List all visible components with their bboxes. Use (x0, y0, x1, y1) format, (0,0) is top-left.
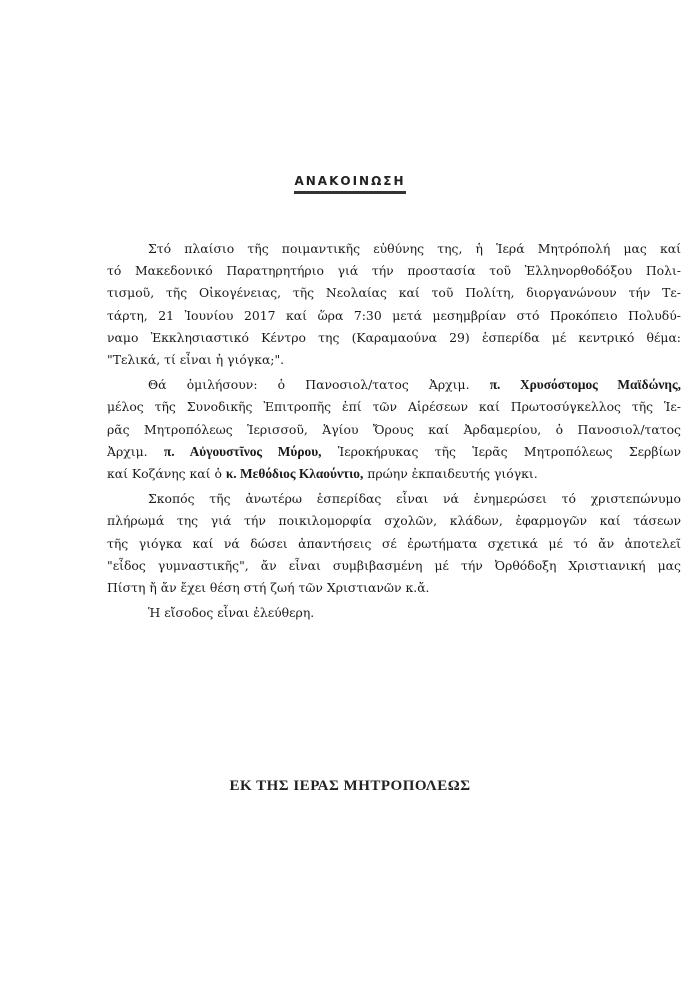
speaker-name-1: π. Χρυσόστομος Μαϊδώνης, (489, 377, 681, 393)
text-line (107, 441, 681, 463)
speaker-name-2: π. Αὐγουστῖνος Μύρου, (163, 443, 322, 459)
text-line: ναμο Ἐκκλησιαστικό Κέντρο της (Καραμαούνα 29) ἑσπερίδα μέ κεντρικό θέμα: (107, 329, 681, 345)
text-line: μέλος τῆς Συνοδικῆς Ἐπιτροπῆς ἐπί τῶν Αἱρέσεων καί Πρωτοσύγκελλος τῆς Ἱε- (107, 399, 681, 415)
text-line (107, 374, 681, 396)
text-line (107, 463, 681, 485)
text-line: τισμοῦ, τῆς Οἰκογένειας, τῆς Νεολαίας καί τοῦ Πολίτη, διοργανώνουν τήν Τε- (107, 285, 681, 301)
title-container (0, 170, 700, 194)
paragraph-event (107, 238, 681, 371)
text-segment: καί Κοζάνης καί ὁ (107, 466, 226, 482)
text-segment: Ἀρχιμ. (107, 443, 164, 459)
text-line: Ἡ εἴσοδος εἶναι ἐλεύθερη. (148, 605, 315, 621)
text-segment: πρώην ἐκπαιδευτής γιόγκι. (363, 466, 538, 482)
text-line: "Τελικά, τί εἶναι ἡ γιόγκα;". (107, 352, 285, 368)
paragraph-entry (107, 602, 681, 624)
paragraph-purpose (107, 488, 681, 599)
paragraph-speakers (107, 374, 681, 485)
text-line: Σκοπός τῆς ἀνωτέρω ἑσπερίδας εἶναι νά ἐνημερώσει τό χριστεπώνυμο (148, 491, 681, 507)
text-line: τό Μακεδονικό Παρατηρητήριο γιά τήν προστασία τοῦ Ἑλληνορθοδόξου Πολι- (107, 263, 681, 279)
text-line: τῆς γιόγκα καί νά δώσει ἀπαντήσεις σέ ἐρωτήματα σχετικά μέ τό ἄν ἀποτελεῖ (107, 535, 681, 551)
text-line: πλήρωμά της γιά τήν ποικιλομορφία σχολῶν, κλάδων, ἐφαρμογῶν καί τάσεων (107, 513, 681, 529)
text-line: "εἶδος γυμναστικῆς", ἄν εἶναι συμβιβασμένη μέ τήν Ὀρθόδοξη Χριστιανική μας (107, 557, 681, 573)
text-line: ρᾶς Μητροπόλεως Ἱερισσοῦ, Ἁγίου Ὄρους καί Ἀρδαμερίου, ὁ Πανοσιολ/τατος (107, 421, 681, 437)
text-line: τάρτη, 21 Ἰουνίου 2017 καί ὥρα 7:30 μετά μεσημβρίαν στό Προκόπειο Πολυδύ- (107, 307, 681, 323)
text-segment: Θά ὁμιλήσουν: ὁ Πανοσιολ/τατος Ἀρχιμ. (148, 377, 490, 393)
text-line: Στό πλαίσιο τῆς ποιμαντικῆς εὐθύνης της, ἡ Ἱερά Μητρόπολή μας καί (148, 241, 681, 256)
text-segment: Ἱεροκήρυκας τῆς Ἱερᾶς Μητροπόλεως Σερβίων (321, 443, 682, 459)
announcement-body (107, 238, 681, 624)
text-line: Πίστη ἤ ἄν ἔχει θέση στή ζωή τῶν Χριστιανῶν κ.ἄ. (107, 580, 430, 596)
document-title: ανακοινωση (294, 170, 405, 194)
signature: ΕΚ ΤΗΣ ΙΕΡΑΣ ΜΗΤΡΟΠΟΛΕΩΣ (229, 778, 471, 794)
speaker-name-3: κ. Μεθόδιος Κλαούντιο, (225, 466, 364, 482)
